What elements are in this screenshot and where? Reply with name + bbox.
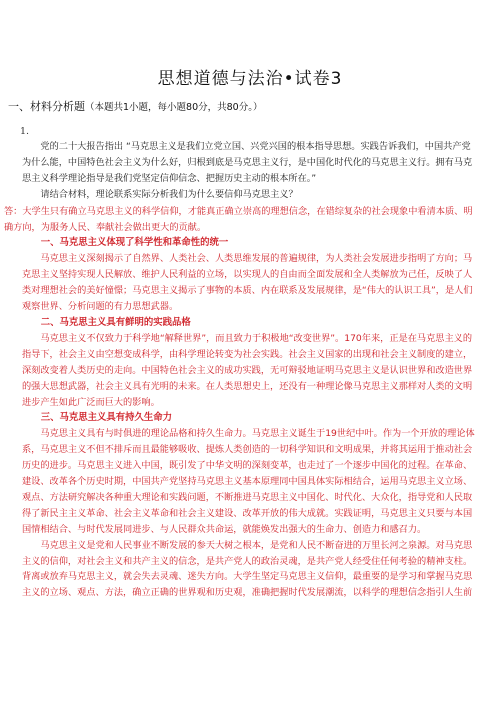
question-material: 党的二十大报告指出 “马克思主义是我们立党立国、兴党兴国的根本指导思想。实践告诉我们，中国共产党为什么能，中国特色社会主义为什么好，归根到底是马克思主义行，是中国化时代化的马克思主义行。拥有马克思主义科学理论指导是我们党坚定信仰信念、把握历史主动的根本所在。” xyxy=(22,141,473,184)
section-label: 一、材料分析题 xyxy=(8,100,85,113)
answer-heading-1: 一、马克思主义体现了科学性和革命性的统一 xyxy=(40,237,229,249)
answer-lead: 答：大学生只有确立马克思主义的科学信仰，才能真正确立崇高的理想信念，在错综复杂的社会现象中看清本质、明确方向，为服务人民、奉献社会做出更大的贡献。 xyxy=(4,205,473,233)
answer-paragraph: 马克思主义不仅致力于科学地“解释世界”，而且致力于积极地“改变世界”。170年来，正是在马克思主义的指导下，社会主义由空想变成科学，由科学理论转变为社会实践。社会主义国家的出现和社会主义制度的建立，深刻改变着人类历史的走向。中国特色社会主义的成功实践，无可辩驳地证明马克思主义是认识世界和改造世界的强大思想武器，社会主义具有光明的未来。在人类思想史上，还没有一种理论像马克思主义那样对人类的文明进步产生如此广泛而巨大的影响。 xyxy=(22,332,473,408)
answer-paragraph: 马克思主义是党和人民事业不断发展的参天大树之根本，是党和人民不断奋进的万里长河之泉源。对马克思主义的信仰，对社会主义和共产主义的信念，是共产党人的政治灵魂，是共产党人经受住任何考验的精神支柱。背离或放弃马克思主义，就会失去灵魂、迷失方向。大学生坚定马克思主义信仰，最重要的是学习和掌握马克思主义的立场、观点、方法，确立正确的世界观和历史观，准确把握时代发展潮流，以科学的理想信念指引人生前 xyxy=(22,539,473,599)
question-body xyxy=(4,139,478,601)
answer-heading-2: 二、马克思主义具有鲜明的实践品格 xyxy=(40,316,191,328)
answer-heading-3: 三、马克思主义具有持久生命力 xyxy=(40,412,173,424)
answer-paragraph: 马克思主义具有与时俱进的理论品格和持久生命力。马克思主义诞生于19世纪中叶。作为一个开放的理论体系，马克思主义不但不排斥而且最能够吸收、提炼人类创造的一切科学知识和文明成果，并将其运用于推动社会历史的进步。马克思主义进入中国，既引发了中华文明的深刻变革，也走过了一个逐步中国化的过程。在革命、建设、改革各个历史时期，中国共产党坚持马克思主义基本原理同中国具体实际相结合，运用马克思主义立场、观点、方法研究解决各种重大理论和实践问题，不断推进马克思主义中国化、时代化、大众化，指导党和人民取得了新民主主义革命、社会主义革命和社会主义建设、改革开放的伟大成就。实践证明，马克思主义只要与本国国情相结合、与时代发展同进步、与人民群众共命运，就能焕发出强大的生命力、创造力和感召力。 xyxy=(22,428,475,535)
answer-paragraph: 马克思主义深刻揭示了自然界、人类社会、人类思维发展的普遍规律，为人类社会发展进步指明了方向；马克思主义坚持实现人民解放、维护人民利益的立场，以实现人的自由而全面发展和全人类解放为己任，反映了人类对理想社会的美好憧憬；马克思主义揭示了事物的本质、内在联系及发展规律，是“伟大的认识工具”，是人们观察世界、分析问题的有力思想武器。 xyxy=(22,253,473,313)
answer-block xyxy=(4,204,478,602)
exam-title: 思想道德与法治•试卷3 xyxy=(157,69,343,89)
question-material-block xyxy=(22,139,478,203)
question-number: 1. xyxy=(20,126,30,137)
section-heading xyxy=(8,98,262,114)
question-prompt: 请结合材料，理论联系实际分析我们为什么要信仰马克思主义？ xyxy=(40,188,298,200)
section-note: （本题共1小题，每小题80分，共80分。） xyxy=(85,102,263,113)
